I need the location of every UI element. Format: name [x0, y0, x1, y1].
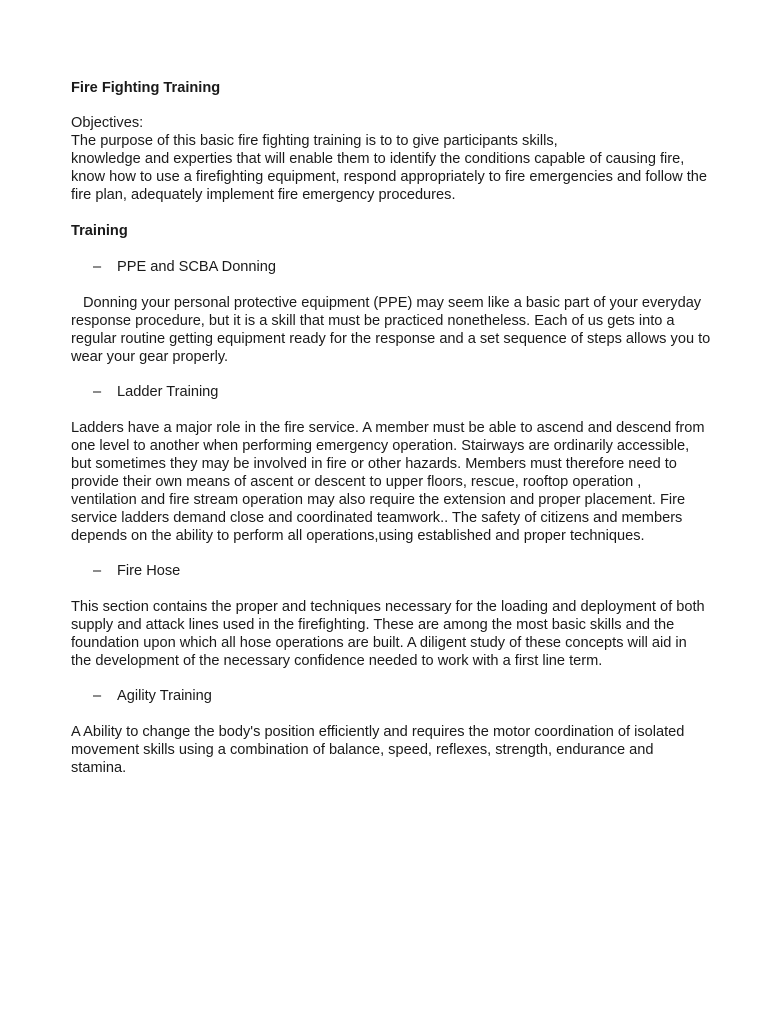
section-body-agility: A Ability to change the body's position efficiently and requires the motor coordination of isolated movement skills using a combination of balance, speed, reflexes, strength, endurance and stamina. [71, 724, 685, 776]
spacer [71, 204, 711, 222]
section-heading-fire-hose [71, 562, 711, 580]
objectives-body: knowledge and experties that will enable them to identify the conditions capable of causing fire, know how to use a firefighting equipment, respond appropriately to fire emergencies and follow the fire plan, adequately implement fire emergency procedures. [71, 151, 708, 203]
spacer [71, 545, 711, 562]
section-body-ppe: Donning your personal protective equipment (PPE) may seem like a basic part of your everyday response procedure, but it is a skill that must be practiced nonetheless. Each of us gets into a regular routine getting equipment ready for the response and a set sequence of steps allows you to wear your gear properly. [71, 295, 711, 365]
spacer [71, 401, 711, 419]
spacer [71, 670, 711, 687]
dash-bullet: – [93, 259, 102, 275]
section-heading-ppe [71, 258, 711, 276]
section-title: Fire Hose [117, 563, 181, 579]
spacer [71, 705, 711, 723]
section-body-fire-hose: This section contains the proper and techniques necessary for the loading and deployment of both supply and attack lines used in the firefighting. These are among the most basic skills and the foundation upon which all hose operations are built. A diligent study of these concepts will aid in the development of the necessary confidence needed to work with a first line term. [71, 599, 705, 669]
section-title: Ladder Training [117, 384, 219, 400]
spacer [71, 580, 711, 598]
objectives-label: Objectives: [71, 115, 144, 131]
spacer [71, 240, 711, 258]
section-heading-agility [71, 687, 711, 705]
section-body-ladder: Ladders have a major role in the fire service. A member must be able to ascend and descend from one level to another when performing emergency operation. Stairways are ordinarily accessible, but sometimes they may be involved in fire or other hazards. Members must therefore need to provide their own means of ascent or descent to upper floors, rescue, rooftop operation , ventilation and fire stream operation may also require the extension and proper placement. Fire service ladders demand close and coordinated teamwork.. The safety of citizens and members depends on the ability to perform all operations,using established and proper techniques. [71, 420, 705, 544]
document-page [71, 79, 711, 777]
spacer [71, 97, 711, 114]
dash-bullet: – [93, 384, 102, 400]
section-title: Agility Training [117, 688, 212, 704]
dash-bullet: – [93, 563, 102, 579]
spacer [71, 366, 711, 383]
objectives-line-1: The purpose of this basic fire fighting training is to to give participants skills, [71, 133, 558, 149]
document-title: Fire Fighting Training [71, 80, 221, 96]
spacer [71, 276, 711, 294]
training-heading: Training [71, 223, 128, 239]
section-heading-ladder [71, 383, 711, 401]
dash-bullet: – [93, 688, 102, 704]
section-title: PPE and SCBA Donning [117, 259, 277, 275]
